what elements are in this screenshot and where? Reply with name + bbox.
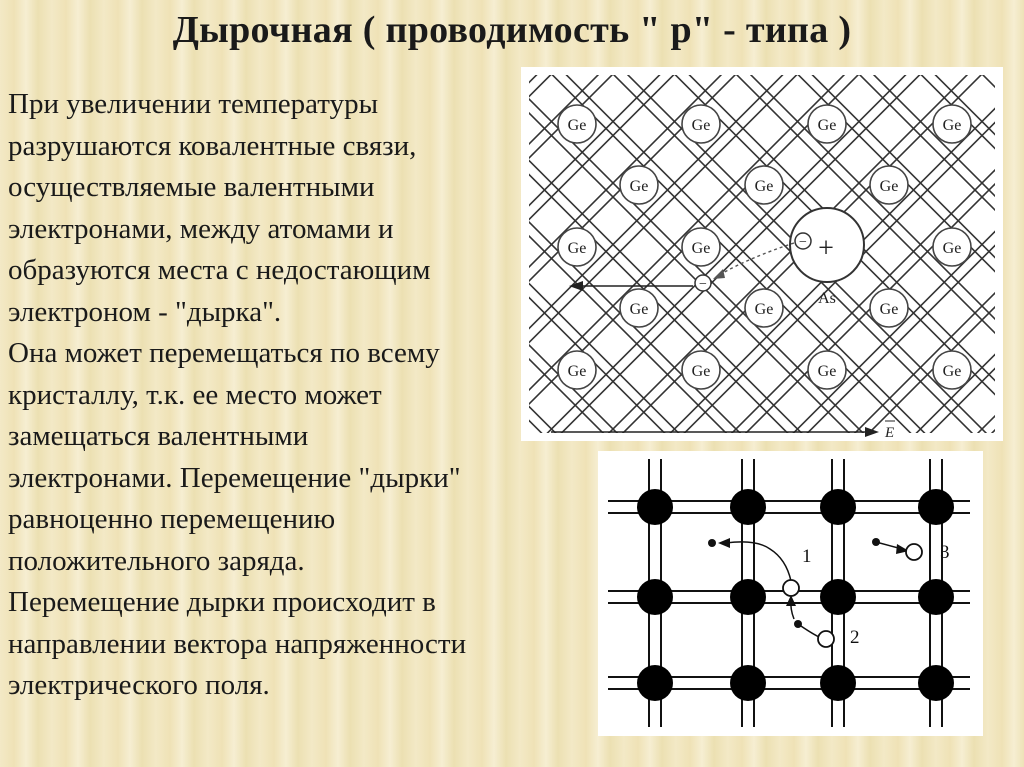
trajectory-arrowhead [713, 269, 725, 279]
lattice-atom [820, 665, 856, 701]
hole-path-1 [726, 542, 791, 581]
lattice-atom [918, 579, 954, 615]
ge-atom-label: Ge [817, 117, 837, 134]
hole-circle [818, 631, 834, 647]
lattice-atom [918, 665, 954, 701]
bond-line [521, 247, 1003, 441]
bond-line [521, 261, 1003, 441]
hole-circle [906, 544, 922, 560]
slide-title: Дырочная ( проводимость " р" - типа ) [172, 9, 852, 51]
lattice-atom [918, 489, 954, 525]
body-line: электрического поля. [8, 669, 270, 701]
hole-movement-figure [598, 451, 983, 736]
hole-movement-diagram [598, 451, 983, 736]
step-label-2: 2 [850, 627, 860, 648]
ge-atom-label: Ge [754, 301, 774, 318]
lattice-atom [730, 665, 766, 701]
hole-path-1-arrowhead [718, 538, 730, 548]
body-line: положительного заряда. [8, 544, 305, 577]
impurity-electron-sign: − [799, 235, 807, 250]
ge-atom-label: Ge [691, 240, 711, 257]
field-vector-arrowhead [865, 427, 879, 437]
impurity-plus-sign: + [818, 233, 834, 264]
body-line: Она может перемещаться по всему [8, 337, 440, 369]
ge-atom-label: Ge [567, 117, 587, 134]
lattice-atom [820, 489, 856, 525]
electron-dot [872, 538, 880, 546]
body-line: электронами. Перемещение "дырки" [8, 461, 461, 494]
hole-circle [783, 580, 799, 596]
bond-line [521, 67, 1003, 111]
slide-body-text [8, 84, 548, 707]
bond-line [521, 67, 1003, 72]
ge-atom-label: Ge [942, 363, 962, 380]
ge-atom-label: Ge [942, 240, 962, 257]
lattice-figure [521, 67, 1003, 441]
lattice-atom [730, 579, 766, 615]
field-vector-label: E [885, 425, 895, 441]
body-line: образуются места с недостающим [8, 254, 431, 286]
lattice-atom [820, 579, 856, 615]
hole-path-2-arrowhead [786, 595, 796, 606]
bond-line [521, 440, 1003, 441]
ge-atom-label: Ge [567, 363, 587, 380]
lattice-diagram [521, 67, 1003, 441]
ge-atom-label: Ge [629, 178, 649, 195]
ge-atom-label: Ge [879, 178, 899, 195]
body-line: осуществляемые валентными [8, 171, 375, 203]
step-label-1: 1 [802, 546, 812, 567]
electron-dot [794, 620, 802, 628]
lattice-atom [637, 579, 673, 615]
lattice-atom [637, 489, 673, 525]
lattice-atom [637, 665, 673, 701]
ge-atom-label: Ge [817, 363, 837, 380]
body-line: электроном - "дырка". [8, 295, 282, 328]
lattice-atom [730, 489, 766, 525]
body-line: равноценно перемещению [8, 503, 336, 535]
body-line: направлении вектора напряженности [8, 627, 467, 660]
ge-atom-label: Ge [567, 240, 587, 257]
ge-atom-label: Ge [691, 363, 711, 380]
bond-line [521, 256, 1003, 442]
ge-atom-label: Ge [754, 178, 774, 195]
body-line: Перемещение дырки происходит в [8, 586, 436, 618]
ge-atom-label: Ge [691, 117, 711, 134]
impurity-label: As [818, 290, 836, 307]
electron-dot [708, 539, 716, 547]
body-line: разрушаются ковалентные связи, [8, 129, 417, 162]
ge-atom-label: Ge [942, 117, 962, 134]
ge-atom-label: Ge [629, 301, 649, 318]
ge-atom-label: Ge [879, 301, 899, 318]
body-line: электронами, между атомами и [8, 212, 394, 245]
step-label-3: 3 [940, 542, 950, 563]
body-line: При увеличении температуры [8, 88, 379, 120]
body-line: кристаллу, т.к. ее место может [8, 378, 382, 411]
free-electron-sign: − [699, 277, 707, 292]
body-line: замещаться валентными [8, 420, 309, 452]
